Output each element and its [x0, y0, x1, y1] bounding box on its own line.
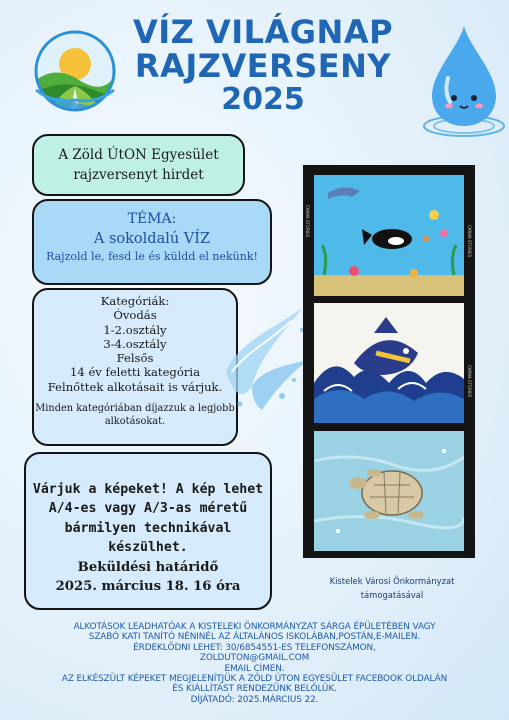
submission-line-1: Várjuk a képeket! A kép lehet	[32, 482, 264, 497]
submission-line-4: készülhet.	[108, 540, 188, 556]
film-label: CANVA STORIES	[305, 205, 310, 238]
film-label: CANVA STORIES	[467, 225, 472, 258]
category-item: 3-4.osztály	[103, 336, 167, 351]
water-drop-mascot-icon	[418, 22, 506, 140]
theme-title: A sokoldalú VÍZ	[93, 231, 211, 247]
footer-line: ÉRDEKLŐDNI LEHET: 30/6854551-ES TELEFONSZÁMON,	[133, 642, 376, 653]
footer-line: ÉS KIÁLLÍTÁST RENDEZÜNK BELŐLÜK.	[172, 684, 337, 695]
prize-note-line-1: Minden kategóriában díjazzuk a legjobb	[35, 403, 235, 415]
category-item: 14 év feletti kategória	[70, 365, 200, 380]
footer-email: ZOLDUTON@GMAIL.COM	[199, 653, 310, 664]
category-item: Óvodás	[113, 308, 157, 323]
footer-line: DÍJÁTADÓ: 2025.MÁRCIUS 22.	[190, 694, 319, 705]
footer-line: ALKOTÁSOK LEADHATÓAK A KISTELEKI ÖNKORMÁNYZAT SÁRGA ÉPÜLETÉBEN VAGY	[73, 622, 436, 632]
sponsor-line-2: támogatásával	[360, 590, 424, 600]
drawing-sea-turtle	[314, 431, 464, 551]
prize-note-line-2: alkotásokat.	[104, 415, 166, 427]
category-item: 1-2.osztály	[103, 322, 167, 337]
title-line-1: VÍZ VILÁGNAP	[132, 13, 394, 51]
category-item: Felsős	[116, 351, 154, 366]
page-title	[118, 13, 408, 117]
film-label: CANVA STORIES	[467, 365, 472, 398]
submission-box	[24, 452, 272, 610]
footer-info	[0, 622, 509, 705]
water-splash-icon	[222, 300, 312, 420]
landscape-logo-icon	[34, 30, 116, 112]
category-item: Felnőttek alkotásait is várjuk.	[47, 379, 223, 394]
submission-line-3: bármilyen technikával	[64, 520, 232, 536]
submission-line-2: A/4-es vagy A/3-as méretű	[48, 501, 248, 517]
theme-heading: TÉMA:	[127, 211, 177, 227]
drawing-underwater-orca	[314, 175, 464, 296]
theme-box	[32, 199, 272, 285]
footer-line: EMAIL CÍMEN.	[224, 663, 285, 674]
categories-box	[32, 288, 238, 446]
title-line-2: RAJZVERSENY	[134, 46, 392, 85]
organizer-line-1: A Zöld ÚtON Egyesület	[58, 147, 219, 163]
deadline-label: Beküldési határidő	[77, 559, 219, 575]
deadline-date: 2025. március 18. 16 óra	[55, 579, 241, 595]
sponsor-line-1: Kistelek Városi Önkormányzat	[329, 576, 455, 586]
footer-line: SZABÓ KATI TANÍTÓ NÉNINÉL AZ ÁLTALÁNOS ISKOLÁBAN,POSTÁN,E-MAILEN.	[88, 632, 421, 643]
organizer-box	[32, 134, 245, 196]
categories-heading: Kategóriák:	[100, 294, 170, 308]
sponsor-note	[302, 574, 482, 602]
footer-line: AZ ELKÉSZÜLT KÉPEKET MEGJELENÍTJÜK A ZÖLD ÚTON EGYESÜLET FACEBOOK OLDALÁN	[61, 674, 448, 685]
drawing-whale-waves	[314, 303, 464, 423]
organizer-line-2: rajzversenyt hirdet	[73, 167, 204, 183]
film-strip	[303, 165, 475, 558]
title-year: 2025	[221, 81, 305, 117]
theme-subtitle: Rajzold le, fesd le és küldd el nekünk!	[46, 250, 258, 263]
